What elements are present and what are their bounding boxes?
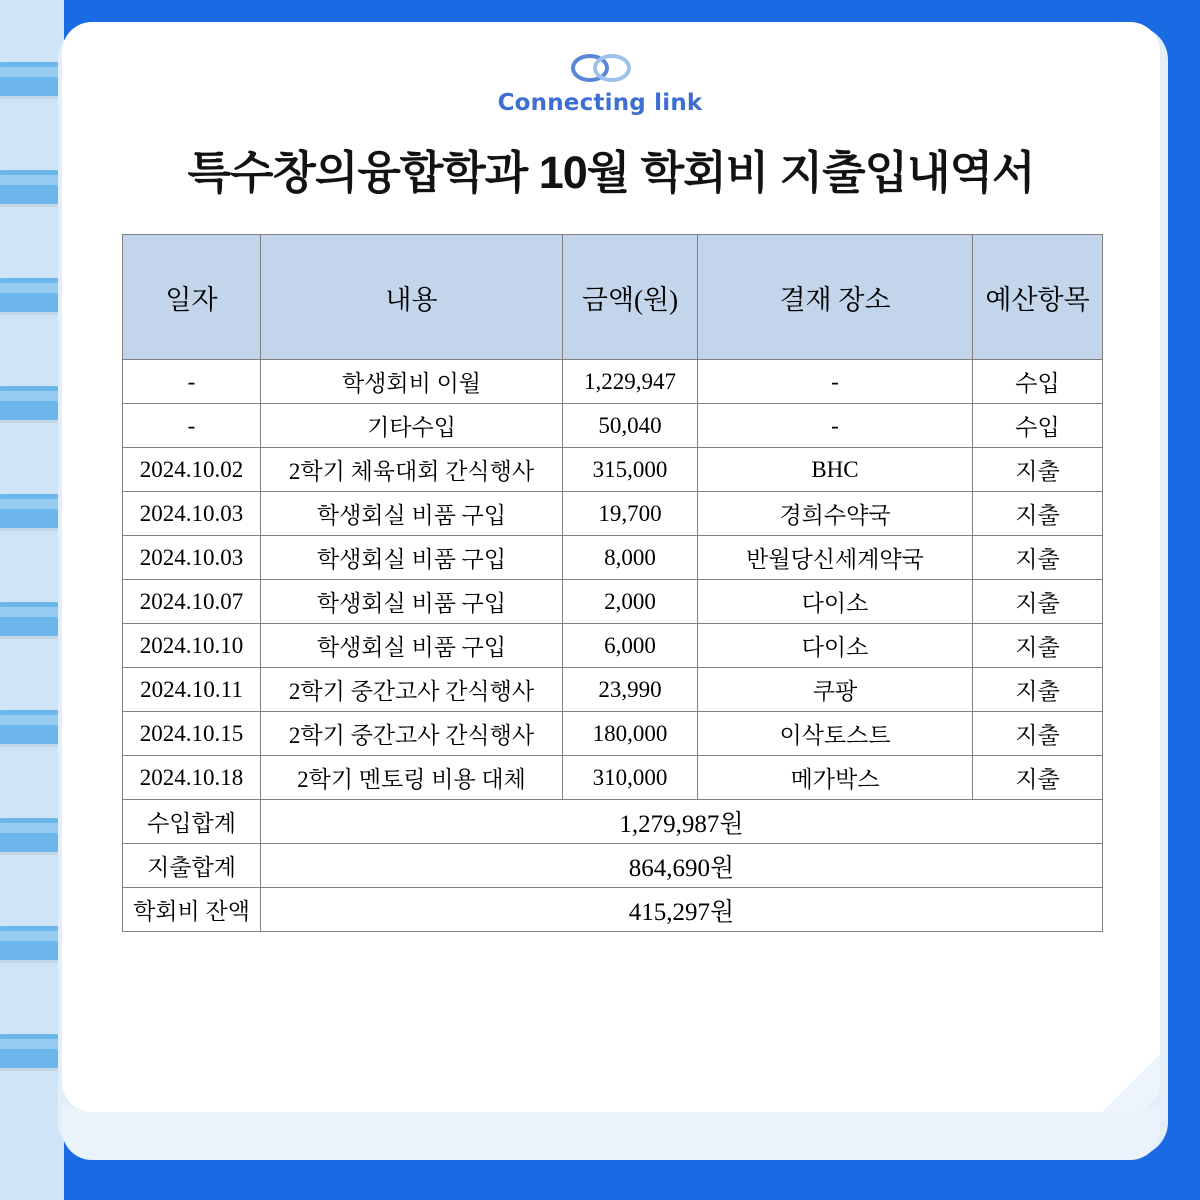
summary-label: 지출합계 — [123, 844, 261, 888]
cell-description: 학생회실 비품 구입 — [261, 492, 563, 536]
cell-amount: 23,990 — [563, 668, 698, 712]
table-row — [123, 712, 1103, 756]
cell-date: - — [123, 404, 261, 448]
brand-logo — [0, 48, 1200, 116]
table-row — [123, 492, 1103, 536]
summary-row-expense-total — [123, 844, 1103, 888]
cell-place: BHC — [698, 448, 973, 492]
summary-row-income-total — [123, 800, 1103, 844]
cell-amount: 315,000 — [563, 448, 698, 492]
table-header-row — [123, 235, 1103, 360]
cell-amount: 8,000 — [563, 536, 698, 580]
column-header-date: 일자 — [123, 235, 261, 360]
table-row — [123, 580, 1103, 624]
cell-amount: 6,000 — [563, 624, 698, 668]
cell-place: - — [698, 404, 973, 448]
cell-date: 2024.10.07 — [123, 580, 261, 624]
cell-category: 지출 — [973, 756, 1103, 800]
column-header-description: 내용 — [261, 235, 563, 360]
cell-description: 2학기 체육대회 간식행사 — [261, 448, 563, 492]
table-row — [123, 448, 1103, 492]
cell-amount: 1,229,947 — [563, 360, 698, 404]
cell-description: 학생회실 비품 구입 — [261, 580, 563, 624]
cell-description: 2학기 중간고사 간식행사 — [261, 668, 563, 712]
cell-place: 쿠팡 — [698, 668, 973, 712]
cell-date: 2024.10.11 — [123, 668, 261, 712]
cell-date: 2024.10.02 — [123, 448, 261, 492]
cell-amount: 19,700 — [563, 492, 698, 536]
cell-date: 2024.10.18 — [123, 756, 261, 800]
cell-place: 메가박스 — [698, 756, 973, 800]
cell-description: 학생회실 비품 구입 — [261, 536, 563, 580]
cell-category: 지출 — [973, 448, 1103, 492]
cell-description: 2학기 멘토링 비용 대체 — [261, 756, 563, 800]
cell-date: 2024.10.15 — [123, 712, 261, 756]
ledger-table — [122, 234, 1103, 932]
column-header-category: 예산항목 — [973, 235, 1103, 360]
cell-place: 반월당신세계약국 — [698, 536, 973, 580]
summary-value: 1,279,987원 — [261, 800, 1103, 844]
cell-date: 2024.10.03 — [123, 536, 261, 580]
cell-category: 수입 — [973, 360, 1103, 404]
cell-category: 지출 — [973, 580, 1103, 624]
table-row — [123, 360, 1103, 404]
cell-category: 수입 — [973, 404, 1103, 448]
cell-category: 지출 — [973, 624, 1103, 668]
column-header-place: 결재 장소 — [698, 235, 973, 360]
column-header-amount: 금액(원) — [563, 235, 698, 360]
table-row — [123, 404, 1103, 448]
cell-place: 이삭토스트 — [698, 712, 973, 756]
cell-amount: 310,000 — [563, 756, 698, 800]
table-row — [123, 624, 1103, 668]
cell-date: 2024.10.10 — [123, 624, 261, 668]
cell-amount: 2,000 — [563, 580, 698, 624]
cell-place: 경희수약국 — [698, 492, 973, 536]
table-row — [123, 668, 1103, 712]
summary-label: 수입합계 — [123, 800, 261, 844]
cell-category: 지출 — [973, 668, 1103, 712]
cell-place: 다이소 — [698, 580, 973, 624]
summary-label: 학회비 잔액 — [123, 888, 261, 932]
cell-description: 학생회실 비품 구입 — [261, 624, 563, 668]
table-row — [123, 756, 1103, 800]
cell-category: 지출 — [973, 536, 1103, 580]
cell-category: 지출 — [973, 712, 1103, 756]
cell-amount: 180,000 — [563, 712, 698, 756]
summary-value: 864,690원 — [261, 844, 1103, 888]
chain-link-icon — [562, 48, 638, 88]
cell-date: - — [123, 360, 261, 404]
summary-value: 415,297원 — [261, 888, 1103, 932]
ledger-table-wrap — [122, 234, 1102, 932]
cell-place: 다이소 — [698, 624, 973, 668]
cell-description: 기타수입 — [261, 404, 563, 448]
summary-row-balance — [123, 888, 1103, 932]
cell-description: 2학기 중간고사 간식행사 — [261, 712, 563, 756]
cell-date: 2024.10.03 — [123, 492, 261, 536]
cell-place: - — [698, 360, 973, 404]
page-title: 특수창의융합학과 10월 학회비 지출입내역서 — [187, 147, 1035, 198]
cell-description: 학생회비 이월 — [261, 360, 563, 404]
cell-amount: 50,040 — [563, 404, 698, 448]
brand-name: Connecting link — [497, 90, 703, 116]
cell-category: 지출 — [973, 492, 1103, 536]
table-row — [123, 536, 1103, 580]
paper-bottom-strip — [62, 1108, 1160, 1160]
